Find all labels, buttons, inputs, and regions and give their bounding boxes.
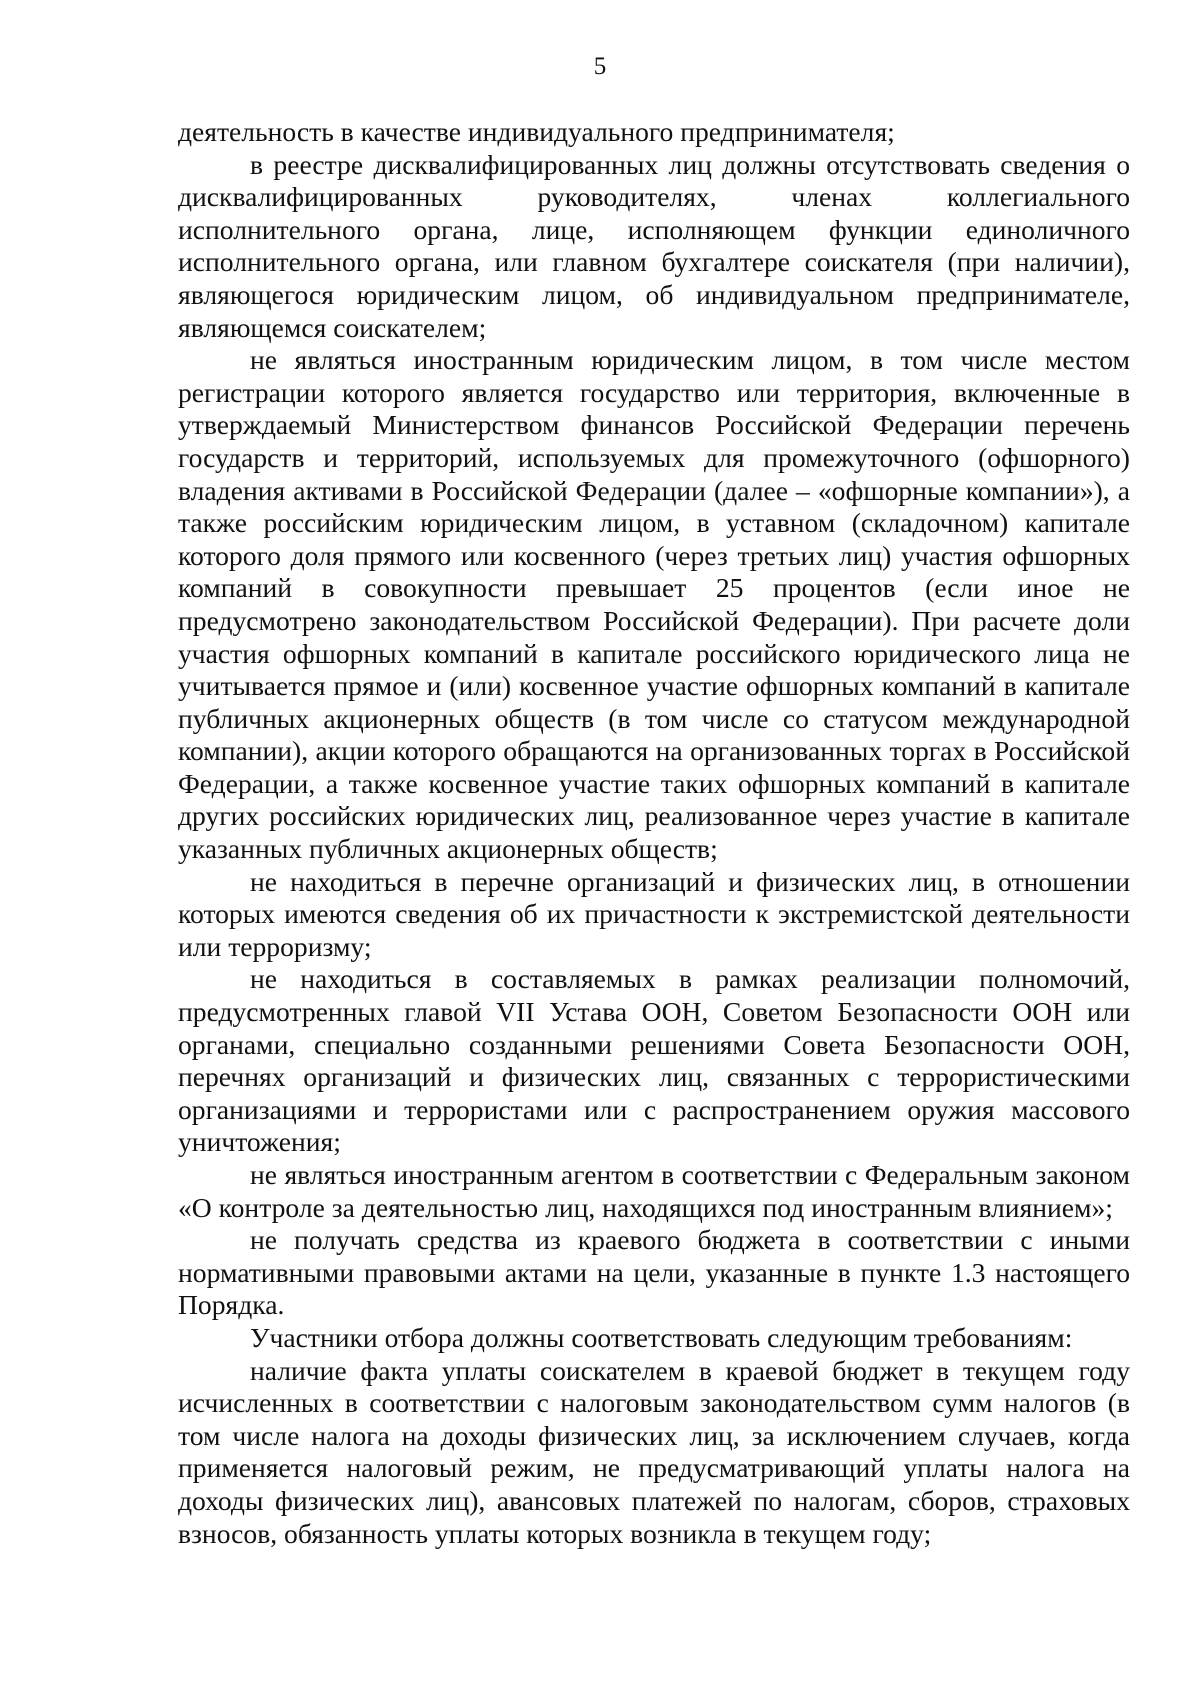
paragraph-regional-budget-funds: не получать средства из краевого бюджета в соответствии с иными нормативными правовыми актами на цели, указанные в пункте 1.3 настоящего Порядка.: [178, 1224, 1130, 1321]
paragraph-disqualified-registry: в реестре дисквалифицированных лиц должны отсутствовать сведения о дисквалифицированных руководителях, членах коллегиального исполнительного органа, лице, исполняющем функции единоличного исполнительного органа, или главном бухгалтере соискателя (при наличии), являющегося юридическим лицом, об индивидуальном предпринимателе, являющемся соискателем;: [178, 148, 1130, 343]
page-number: 5: [593, 53, 607, 80]
paragraph-extremism-list: не находиться в перечне организаций и физических лиц, в отношении которых имеются сведения об их причастности к экстремистской деятельности или терроризму;: [178, 865, 1130, 962]
paragraph-foreign-agent: не являться иностранным агентом в соответствии с Федеральным законом «О контроле за деятельностью лиц, находящихся под иностранным влиянием»;: [178, 1159, 1130, 1223]
paragraph-participant-requirements: Участники отбора должны соответствовать следующим требованиям:: [250, 1321, 1073, 1353]
paragraph-offshore-companies: не являться иностранным юридическим лицом, в том числе местом регистрации которого является государство или территория, включенные в утверждаемый Министерством финансов Российской Федерации перечень государств и территорий, используемых для промежуточного (офшорного) владения активами в Российской Федерации (далее – «офшорные компании»), а также российским юридическим лицом, в уставном (складочном) капитале которого доля прямого или косвенного (через третьих лиц) участия офшорных компаний в совокупности превышает 25 процентов (если иное не предусмотрено законодательством Российской Федерации). При расчете доли участия офшорных компаний в капитале российского юридического лица не учитывается прямое и (или) косвенное участие офшорных компаний в капитале публичных акционерных обществ (в том числе со статусом международной компании), акции которого обращаются на организованных торгах в Российской Федерации, а также косвенное участие таких офшорных компаний в капитале других российских юридических лиц, реализованное через участие в капитале указанных публичных акционерных обществ;: [178, 344, 1130, 865]
paragraph-continuation: деятельность в качестве индивидуального предпринимателя;: [178, 116, 895, 147]
document-body: [178, 116, 1130, 1550]
paragraph-un-security-council: не находиться в составляемых в рамках реализации полномочий, предусмотренных главой VII Устава ООН, Советом Безопасности ООН или органами, специально созданными решениями Совета Безопасности ООН, перечнях организаций и физических лиц, связанных с террористическими организациями и террористами или с распространением оружия массового уничтожения;: [178, 963, 1130, 1158]
paragraph-tax-payment: наличие факта уплаты соискателем в краевой бюджет в текущем году исчисленных в соответствии с налоговым законодательством сумм налогов (в том числе налога на доходы физических лиц, за исключением случаев, когда применяется налоговый режим, не предусматривающий уплаты налога на доходы физических лиц), авансовых платежей по налогам, сборов, страховых взносов, обязанность уплаты которых возникла в текущем году;: [178, 1354, 1130, 1549]
